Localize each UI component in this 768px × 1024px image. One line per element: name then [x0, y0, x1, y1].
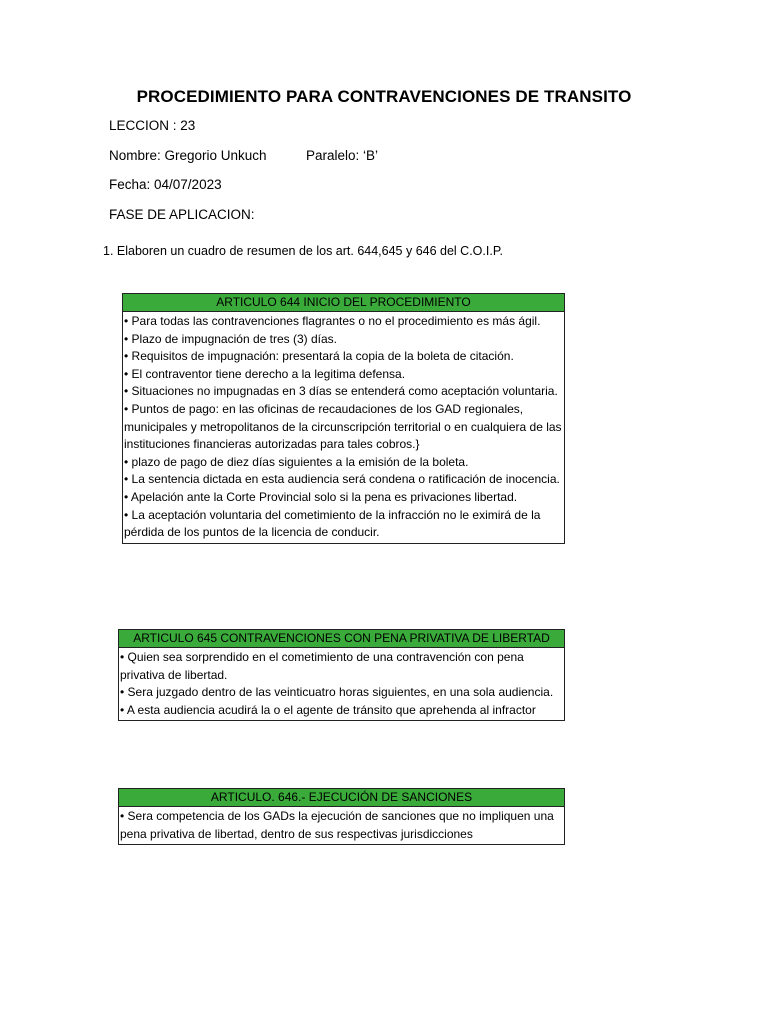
date: Fecha: 04/07/2023: [109, 177, 222, 192]
table-row: • Requisitos de impugnación: presentará la copia de la boleta de citación.: [124, 349, 514, 364]
page-title: PROCEDIMIENTO PARA CONTRAVENCIONES DE TRANSITO: [136, 87, 632, 106]
table-row: • Apelación ante la Corte Provincial solo si la pena es privaciones libertad.: [124, 489, 518, 504]
table-row: • A esta audiencia acudirá la o el agente de tránsito que aprehenda al infractor: [120, 702, 536, 717]
summary-table-article-646: [118, 788, 565, 845]
table-row: • Para todas las contravenciones flagrantes o no el procedimiento es más ágil.: [124, 314, 541, 328]
phase-heading: FASE DE APLICACION:: [109, 207, 255, 222]
table-header: ARTICULO. 646.- EJECUCIÓN DE SANCIONES: [119, 789, 564, 807]
table-row: • Quien sea sorprendido en el cometimiento de una contravención con pena privativa de libertad.: [120, 650, 524, 682]
table-body: [119, 648, 564, 720]
student-name: Nombre: Gregorio Unkuch: [109, 148, 267, 163]
table-header: ARTICULO 645 CONTRAVENCIONES CON PENA PRIVATIVA DE LIBERTAD: [119, 630, 564, 648]
class-section: Paralelo: ‘B’: [306, 148, 379, 163]
table-row: • Sera juzgado dentro de las veinticuatro horas siguientes, en una sola audiencia.: [120, 685, 554, 700]
table-row: • La aceptación voluntaria del cometimiento de la infracción no le eximirá de la pérdida de los puntos de la licencia de conducir.: [124, 507, 541, 540]
question-text: 1. Elaboren un cuadro de resumen de los art. 644,645 y 646 del C.O.I.P.: [103, 244, 504, 258]
table-body: [119, 807, 564, 844]
table-header: ARTICULO 644 INICIO DEL PROCEDIMIENTO: [123, 294, 564, 312]
table-row: • Plazo de impugnación de tres (3) días.: [124, 331, 337, 346]
lesson-number: LECCION : 23: [109, 118, 196, 133]
student-row: [109, 148, 379, 163]
table-row: • La sentencia dictada en esta audiencia será condena o ratificación de inocencia.: [124, 472, 560, 487]
table-row: • El contraventor tiene derecho a la legitima defensa.: [124, 366, 406, 381]
table-body: [123, 312, 564, 543]
summary-table-article-644: [122, 293, 565, 544]
summary-table-article-645: [118, 629, 565, 721]
table-row: • plazo de pago de diez días siguientes a la emisión de la boleta.: [124, 454, 469, 469]
table-row: • Sera competencia de los GADs la ejecución de sanciones que no impliquen una pena privativa de libertad, dentro de sus respectivas jurisdicciones: [120, 809, 554, 841]
table-row: • Puntos de pago: en las oficinas de recaudaciones de los GAD regionales, municipales y metropolitanos de la circunscripción territorial o en cualquiera de las instituciones financieras autorizadas para tales cobros.}: [124, 401, 562, 452]
table-row: • Situaciones no impugnadas en 3 días se entenderá como aceptación voluntaria.: [124, 384, 558, 399]
